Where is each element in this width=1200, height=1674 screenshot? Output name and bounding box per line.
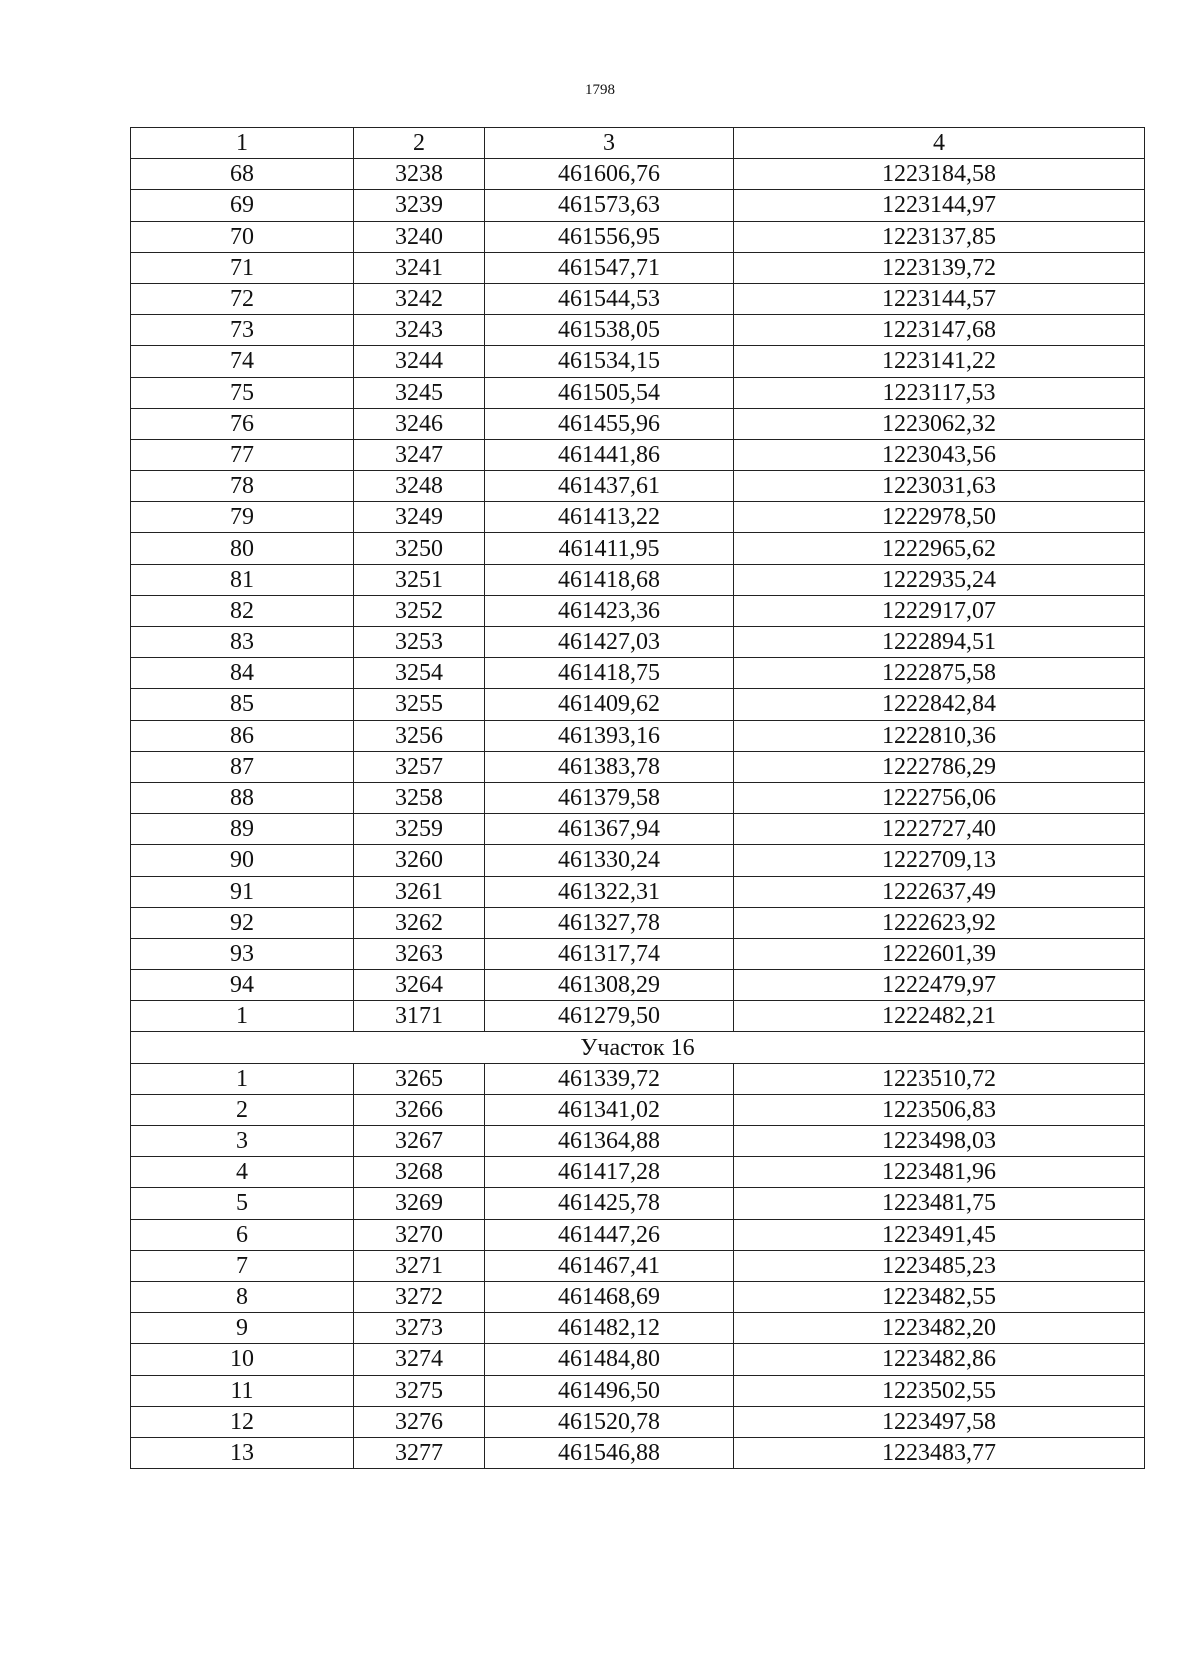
table-cell: 3248 <box>354 471 485 502</box>
table-cell: 3266 <box>354 1094 485 1125</box>
table-cell: 89 <box>131 814 354 845</box>
table-cell: 461341,02 <box>485 1094 734 1125</box>
table-cell: 461505,54 <box>485 377 734 408</box>
table-row <box>131 1406 1145 1437</box>
table-row <box>131 502 1145 533</box>
table-cell: 5 <box>131 1188 354 1219</box>
table-cell: 68 <box>131 159 354 190</box>
table-row <box>131 1437 1145 1468</box>
table-cell: 461279,50 <box>485 1001 734 1032</box>
page-number: 1798 <box>585 82 615 98</box>
table-cell: 1222842,84 <box>734 689 1145 720</box>
table-cell: 3272 <box>354 1281 485 1312</box>
table-cell: 90 <box>131 845 354 876</box>
table-cell: 3239 <box>354 190 485 221</box>
table-cell: 3274 <box>354 1344 485 1375</box>
table-cell: 1223117,53 <box>734 377 1145 408</box>
table-cell: 1223481,75 <box>734 1188 1145 1219</box>
coordinates-table <box>130 127 1145 1469</box>
table-row <box>131 627 1145 658</box>
table-cell: 1223483,77 <box>734 1437 1145 1468</box>
table-cell: 1222875,58 <box>734 658 1145 689</box>
table-cell: 3262 <box>354 907 485 938</box>
header-cell: 2 <box>354 128 485 159</box>
table-cell: 91 <box>131 876 354 907</box>
table-row <box>131 1063 1145 1094</box>
table-cell: 3271 <box>354 1250 485 1281</box>
table-cell: 3242 <box>354 283 485 314</box>
table-cell: 461546,88 <box>485 1437 734 1468</box>
header-cell: 3 <box>485 128 734 159</box>
table-cell: 1222601,39 <box>734 938 1145 969</box>
table-row <box>131 1250 1145 1281</box>
table-cell: 1223482,55 <box>734 1281 1145 1312</box>
table-cell: 461556,95 <box>485 221 734 252</box>
table-row <box>131 315 1145 346</box>
table-cell: 3257 <box>354 751 485 782</box>
header-cell: 4 <box>734 128 1145 159</box>
table-cell: 3241 <box>354 252 485 283</box>
table-cell: 3265 <box>354 1063 485 1094</box>
table-cell: 3238 <box>354 159 485 190</box>
table-cell: 1222978,50 <box>734 502 1145 533</box>
table-cell: 1223510,72 <box>734 1063 1145 1094</box>
table-cell: 3260 <box>354 845 485 876</box>
table-cell: 461339,72 <box>485 1063 734 1094</box>
table-row <box>131 751 1145 782</box>
table-cell: 1222709,13 <box>734 845 1145 876</box>
table-cell: 461467,41 <box>485 1250 734 1281</box>
table-cell: 461573,63 <box>485 190 734 221</box>
table-row <box>131 1126 1145 1157</box>
table-row <box>131 1313 1145 1344</box>
table-cell: 3275 <box>354 1375 485 1406</box>
table-cell: 3254 <box>354 658 485 689</box>
table-cell: 461322,31 <box>485 876 734 907</box>
table-cell: 461606,76 <box>485 159 734 190</box>
table-cell: 3243 <box>354 315 485 346</box>
table-cell: 87 <box>131 751 354 782</box>
table-cell: 461544,53 <box>485 283 734 314</box>
table-row <box>131 782 1145 813</box>
table-cell: 72 <box>131 283 354 314</box>
table-row <box>131 159 1145 190</box>
table-cell: 461317,74 <box>485 938 734 969</box>
table-cell: 461367,94 <box>485 814 734 845</box>
table-cell: 1223062,32 <box>734 408 1145 439</box>
table-cell: 1223144,57 <box>734 283 1145 314</box>
table-cell: 461538,05 <box>485 315 734 346</box>
table-row <box>131 689 1145 720</box>
table-cell: 1222637,49 <box>734 876 1145 907</box>
table-cell: 3256 <box>354 720 485 751</box>
table-cell: 461427,03 <box>485 627 734 658</box>
table-row <box>131 564 1145 595</box>
table-cell: 1223147,68 <box>734 315 1145 346</box>
table-cell: 13 <box>131 1437 354 1468</box>
table-cell: 1222482,21 <box>734 1001 1145 1032</box>
table-cell: 94 <box>131 970 354 1001</box>
table-cell: 461409,62 <box>485 689 734 720</box>
table-row <box>131 1375 1145 1406</box>
table-cell: 461411,95 <box>485 533 734 564</box>
table-cell: 461547,71 <box>485 252 734 283</box>
table-cell: 1223184,58 <box>734 159 1145 190</box>
table-cell: 1 <box>131 1063 354 1094</box>
table-cell: 3252 <box>354 595 485 626</box>
table-cell: 3276 <box>354 1406 485 1437</box>
table-cell: 84 <box>131 658 354 689</box>
table-cell: 3267 <box>354 1126 485 1157</box>
table-cell: 1223497,58 <box>734 1406 1145 1437</box>
table-cell: 1222727,40 <box>734 814 1145 845</box>
table-cell: 461423,36 <box>485 595 734 626</box>
table-row <box>131 938 1145 969</box>
table-cell: 3253 <box>354 627 485 658</box>
table-cell: 1222894,51 <box>734 627 1145 658</box>
table-row <box>131 1344 1145 1375</box>
table-cell: 4 <box>131 1157 354 1188</box>
table-cell: 1223482,86 <box>734 1344 1145 1375</box>
table-cell: 3268 <box>354 1157 485 1188</box>
table-cell: 461383,78 <box>485 751 734 782</box>
table-cell: 1222479,97 <box>734 970 1145 1001</box>
table-cell: 1222623,92 <box>734 907 1145 938</box>
table-cell: 1222756,06 <box>734 782 1145 813</box>
table-cell: 3259 <box>354 814 485 845</box>
table-cell: 461455,96 <box>485 408 734 439</box>
table-cell: 92 <box>131 907 354 938</box>
table-row <box>131 1188 1145 1219</box>
table-cell: 1223031,63 <box>734 471 1145 502</box>
table-cell: 88 <box>131 782 354 813</box>
table-cell: 6 <box>131 1219 354 1250</box>
table-cell: 3273 <box>354 1313 485 1344</box>
table-cell: 1223482,20 <box>734 1313 1145 1344</box>
table-cell: 3247 <box>354 439 485 470</box>
table-cell: 10 <box>131 1344 354 1375</box>
table-row <box>131 283 1145 314</box>
table-cell: 78 <box>131 471 354 502</box>
table-row <box>131 970 1145 1001</box>
table-row <box>131 658 1145 689</box>
table-cell: 461520,78 <box>485 1406 734 1437</box>
table-cell: 1223043,56 <box>734 439 1145 470</box>
table-cell: 461418,75 <box>485 658 734 689</box>
table-cell: 3240 <box>354 221 485 252</box>
table-cell: 461484,80 <box>485 1344 734 1375</box>
table-cell: 1222810,36 <box>734 720 1145 751</box>
table-cell: 1223139,72 <box>734 252 1145 283</box>
table-cell: 1223481,96 <box>734 1157 1145 1188</box>
section-title: Участок 16 <box>131 1032 1145 1063</box>
table-cell: 461308,29 <box>485 970 734 1001</box>
table-cell: 461468,69 <box>485 1281 734 1312</box>
table-cell: 3251 <box>354 564 485 595</box>
table-cell: 85 <box>131 689 354 720</box>
table-row <box>131 377 1145 408</box>
table-row <box>131 190 1145 221</box>
table-cell: 74 <box>131 346 354 377</box>
table-cell: 461417,28 <box>485 1157 734 1188</box>
table-cell: 8 <box>131 1281 354 1312</box>
table-row <box>131 814 1145 845</box>
table-cell: 3269 <box>354 1188 485 1219</box>
table-cell: 3277 <box>354 1437 485 1468</box>
table-row <box>131 252 1145 283</box>
table-cell: 1 <box>131 1001 354 1032</box>
table-cell: 3 <box>131 1126 354 1157</box>
table-cell: 3263 <box>354 938 485 969</box>
table-cell: 461425,78 <box>485 1188 734 1219</box>
table-cell: 461437,61 <box>485 471 734 502</box>
table-row <box>131 408 1145 439</box>
table-cell: 461447,26 <box>485 1219 734 1250</box>
table-cell: 461327,78 <box>485 907 734 938</box>
table-cell: 81 <box>131 564 354 595</box>
table-cell: 461441,86 <box>485 439 734 470</box>
table-cell: 69 <box>131 190 354 221</box>
table-cell: 1222935,24 <box>734 564 1145 595</box>
table-cell: 1223137,85 <box>734 221 1145 252</box>
table-cell: 3250 <box>354 533 485 564</box>
table-cell: 3264 <box>354 970 485 1001</box>
table-cell: 70 <box>131 221 354 252</box>
table-cell: 1222965,62 <box>734 533 1145 564</box>
table-row <box>131 439 1145 470</box>
table-row <box>131 1001 1145 1032</box>
section-row <box>131 1032 1145 1063</box>
table-cell: 461413,22 <box>485 502 734 533</box>
table-row <box>131 845 1145 876</box>
table-cell: 1223491,45 <box>734 1219 1145 1250</box>
table-row <box>131 720 1145 751</box>
table-cell: 3246 <box>354 408 485 439</box>
table-cell: 461496,50 <box>485 1375 734 1406</box>
table-cell: 461364,88 <box>485 1126 734 1157</box>
table-cell: 461330,24 <box>485 845 734 876</box>
table-cell: 73 <box>131 315 354 346</box>
table-header-row <box>131 128 1145 159</box>
table-cell: 3249 <box>354 502 485 533</box>
table-cell: 461418,68 <box>485 564 734 595</box>
table-row <box>131 471 1145 502</box>
table-row <box>131 595 1145 626</box>
table-cell: 82 <box>131 595 354 626</box>
table-row <box>131 876 1145 907</box>
table-row <box>131 1157 1145 1188</box>
table-cell: 3261 <box>354 876 485 907</box>
table-cell: 3255 <box>354 689 485 720</box>
table-cell: 1222786,29 <box>734 751 1145 782</box>
table-cell: 71 <box>131 252 354 283</box>
table-cell: 1223498,03 <box>734 1126 1145 1157</box>
table-cell: 461534,15 <box>485 346 734 377</box>
table-cell: 1223485,23 <box>734 1250 1145 1281</box>
table-cell: 75 <box>131 377 354 408</box>
coordinates-table-body <box>131 128 1145 1469</box>
table-cell: 3244 <box>354 346 485 377</box>
table-cell: 7 <box>131 1250 354 1281</box>
table-row <box>131 1281 1145 1312</box>
header-cell: 1 <box>131 128 354 159</box>
table-cell: 461482,12 <box>485 1313 734 1344</box>
table-cell: 12 <box>131 1406 354 1437</box>
table-cell: 461379,58 <box>485 782 734 813</box>
table-cell: 1223141,22 <box>734 346 1145 377</box>
table-cell: 77 <box>131 439 354 470</box>
table-row <box>131 1219 1145 1250</box>
table-cell: 1223506,83 <box>734 1094 1145 1125</box>
table-cell: 1223502,55 <box>734 1375 1145 1406</box>
table-cell: 1223144,97 <box>734 190 1145 221</box>
table-row <box>131 346 1145 377</box>
table-cell: 3270 <box>354 1219 485 1250</box>
table-cell: 93 <box>131 938 354 969</box>
table-cell: 76 <box>131 408 354 439</box>
table-cell: 79 <box>131 502 354 533</box>
table-row <box>131 907 1145 938</box>
table-cell: 3258 <box>354 782 485 813</box>
table-cell: 2 <box>131 1094 354 1125</box>
table-cell: 11 <box>131 1375 354 1406</box>
table-cell: 86 <box>131 720 354 751</box>
table-cell: 9 <box>131 1313 354 1344</box>
table-cell: 461393,16 <box>485 720 734 751</box>
table-cell: 1222917,07 <box>734 595 1145 626</box>
table-row <box>131 221 1145 252</box>
table-cell: 80 <box>131 533 354 564</box>
table-row <box>131 1094 1145 1125</box>
table-cell: 3245 <box>354 377 485 408</box>
table-cell: 3171 <box>354 1001 485 1032</box>
table-cell: 83 <box>131 627 354 658</box>
table-row <box>131 533 1145 564</box>
